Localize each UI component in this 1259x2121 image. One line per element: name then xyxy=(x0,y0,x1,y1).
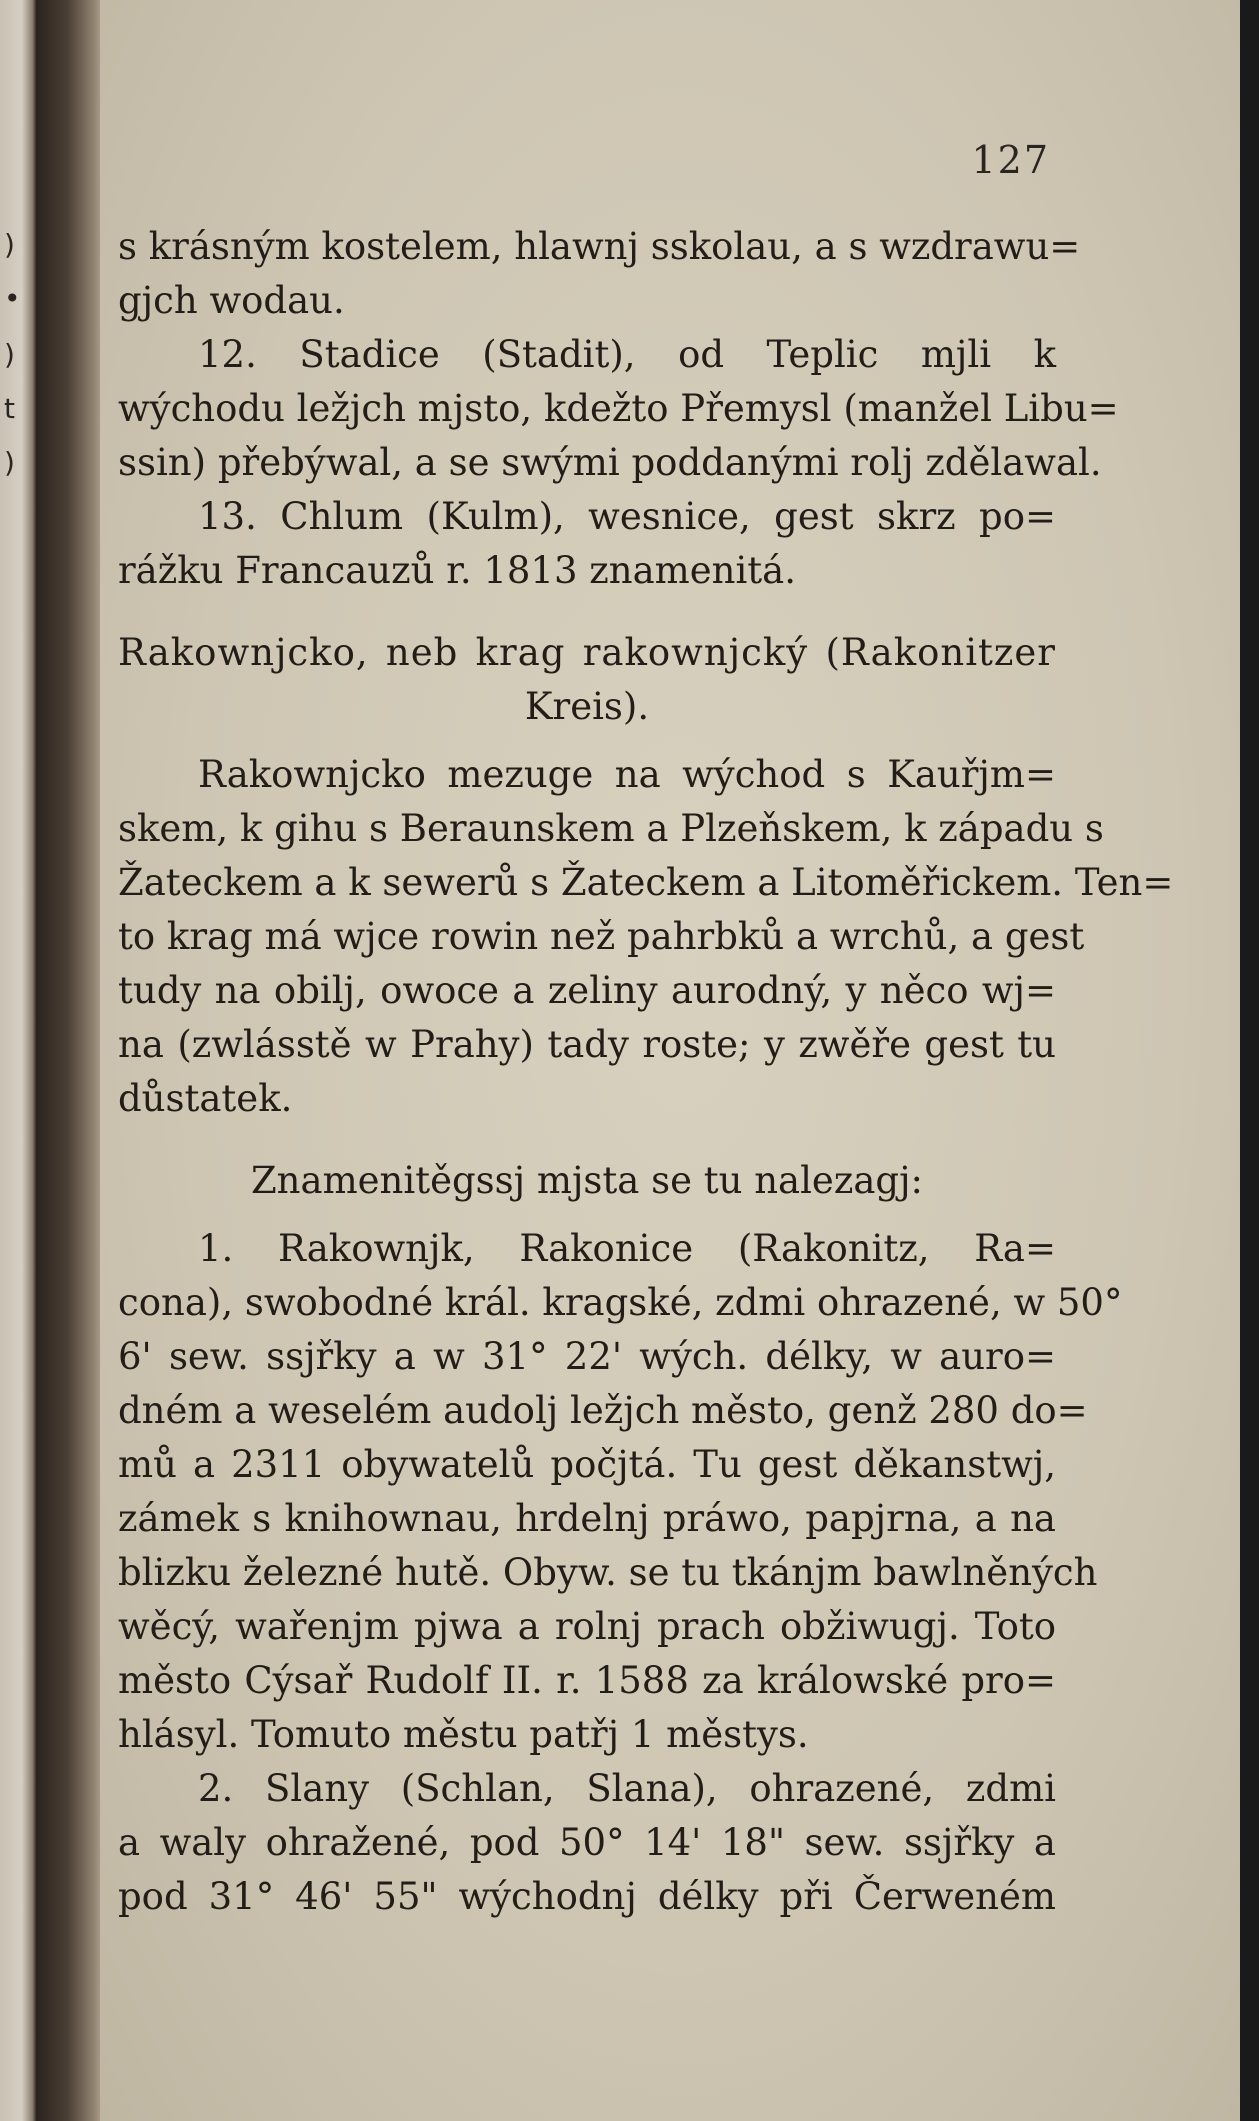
text-line: Rakownjcko mezuge na wýchod s Kauřjm= xyxy=(198,753,1056,796)
text-line: gjch wodau. xyxy=(118,279,345,322)
right-border xyxy=(1240,0,1259,2121)
text-line: 6' sew. ssjřky a w 31° 22' wých. délky, w auro= xyxy=(118,1335,1056,1378)
text-line: s krásným kostelem, hlawnj sskolau, a s wzdrawu= xyxy=(118,225,1081,268)
text-line: rážku Francauzů r. 1813 znamenitá. xyxy=(118,549,796,592)
text-line: na (zwlásstě w Prahy) tady roste; y zwěře gest tu xyxy=(118,1023,1056,1066)
text-line: mů a 2311 obywatelů počjtá. Tu gest děkanstwj, xyxy=(118,1443,1056,1486)
text-line: 13. Chlum (Kulm), wesnice, gest skrz po= xyxy=(198,495,1056,538)
text-line: ssin) přebýwal, a se swými poddanými rolj zdělawal. xyxy=(118,441,1102,484)
book-gutter xyxy=(36,0,106,2121)
edge-mark: ) xyxy=(4,446,15,479)
text-line: pod 31° 46' 55" wýchodnj délky při Čerweném xyxy=(118,1875,1056,1918)
edge-mark: ) xyxy=(4,228,15,261)
edge-mark: t xyxy=(4,392,15,425)
subheading: Znamenitěgssj mjsta se tu nalezagj: xyxy=(250,1159,924,1202)
text-line: wěcý, wařenjm pjwa a rolnj prach obžiwugj. Toto xyxy=(118,1605,1056,1648)
text-line: 12. Stadice (Stadit), od Teplic mjli k xyxy=(198,333,1056,376)
text-line: tudy na obilj, owoce a zeliny aurodný, y něco wj= xyxy=(118,969,1056,1012)
previous-page-edge xyxy=(0,0,36,2121)
section-heading: Rakownjcko, neb krag rakownjcký (Rakonitzer xyxy=(118,631,1056,674)
edge-mark: • xyxy=(4,282,21,315)
text-line: dném a weselém audolj ležjch město, genž 280 do= xyxy=(118,1389,1088,1432)
text-line: a waly ohražené, pod 50° 14' 18" sew. ssjřky a xyxy=(118,1821,1056,1864)
text-line: skem, k gihu s Beraunskem a Plzeňskem, k západu s xyxy=(118,807,1104,850)
text-line: hlásyl. Tomuto městu patřj 1 městys. xyxy=(118,1713,809,1756)
page-text xyxy=(118,220,1174,1924)
text-line: Žateckem a k sewerů s Žateckem a Litoměřickem. Ten= xyxy=(118,861,1174,904)
text-line: cona), swobodné král. kragské, zdmi ohrazené, w 50° xyxy=(118,1281,1123,1324)
text-line: město Cýsař Rudolf II. r. 1588 za králowské pro= xyxy=(118,1659,1056,1702)
text-line: blizku železné hutě. Obyw. se tu tkánjm bawlněných xyxy=(118,1551,1098,1594)
section-heading-cont: Kreis). xyxy=(524,685,650,728)
edge-mark: ) xyxy=(4,338,15,371)
text-line: 1. Rakownjk, Rakonice (Rakonitz, Ra= xyxy=(198,1227,1056,1270)
page-number: 127 xyxy=(971,138,1050,182)
text-line: wýchodu ležjch mjsto, kdežto Přemysl (manžel Libu= xyxy=(118,387,1119,430)
text-line: důstatek. xyxy=(118,1077,293,1120)
text-line: 2. Slany (Schlan, Slana), ohrazené, zdmi xyxy=(198,1767,1056,1810)
text-line: zámek s knihownau, hrdelnj práwo, papjrna, a na xyxy=(118,1497,1056,1540)
text-line: to krag má wjce rowin než pahrbků a wrchů, a gest xyxy=(118,915,1085,958)
